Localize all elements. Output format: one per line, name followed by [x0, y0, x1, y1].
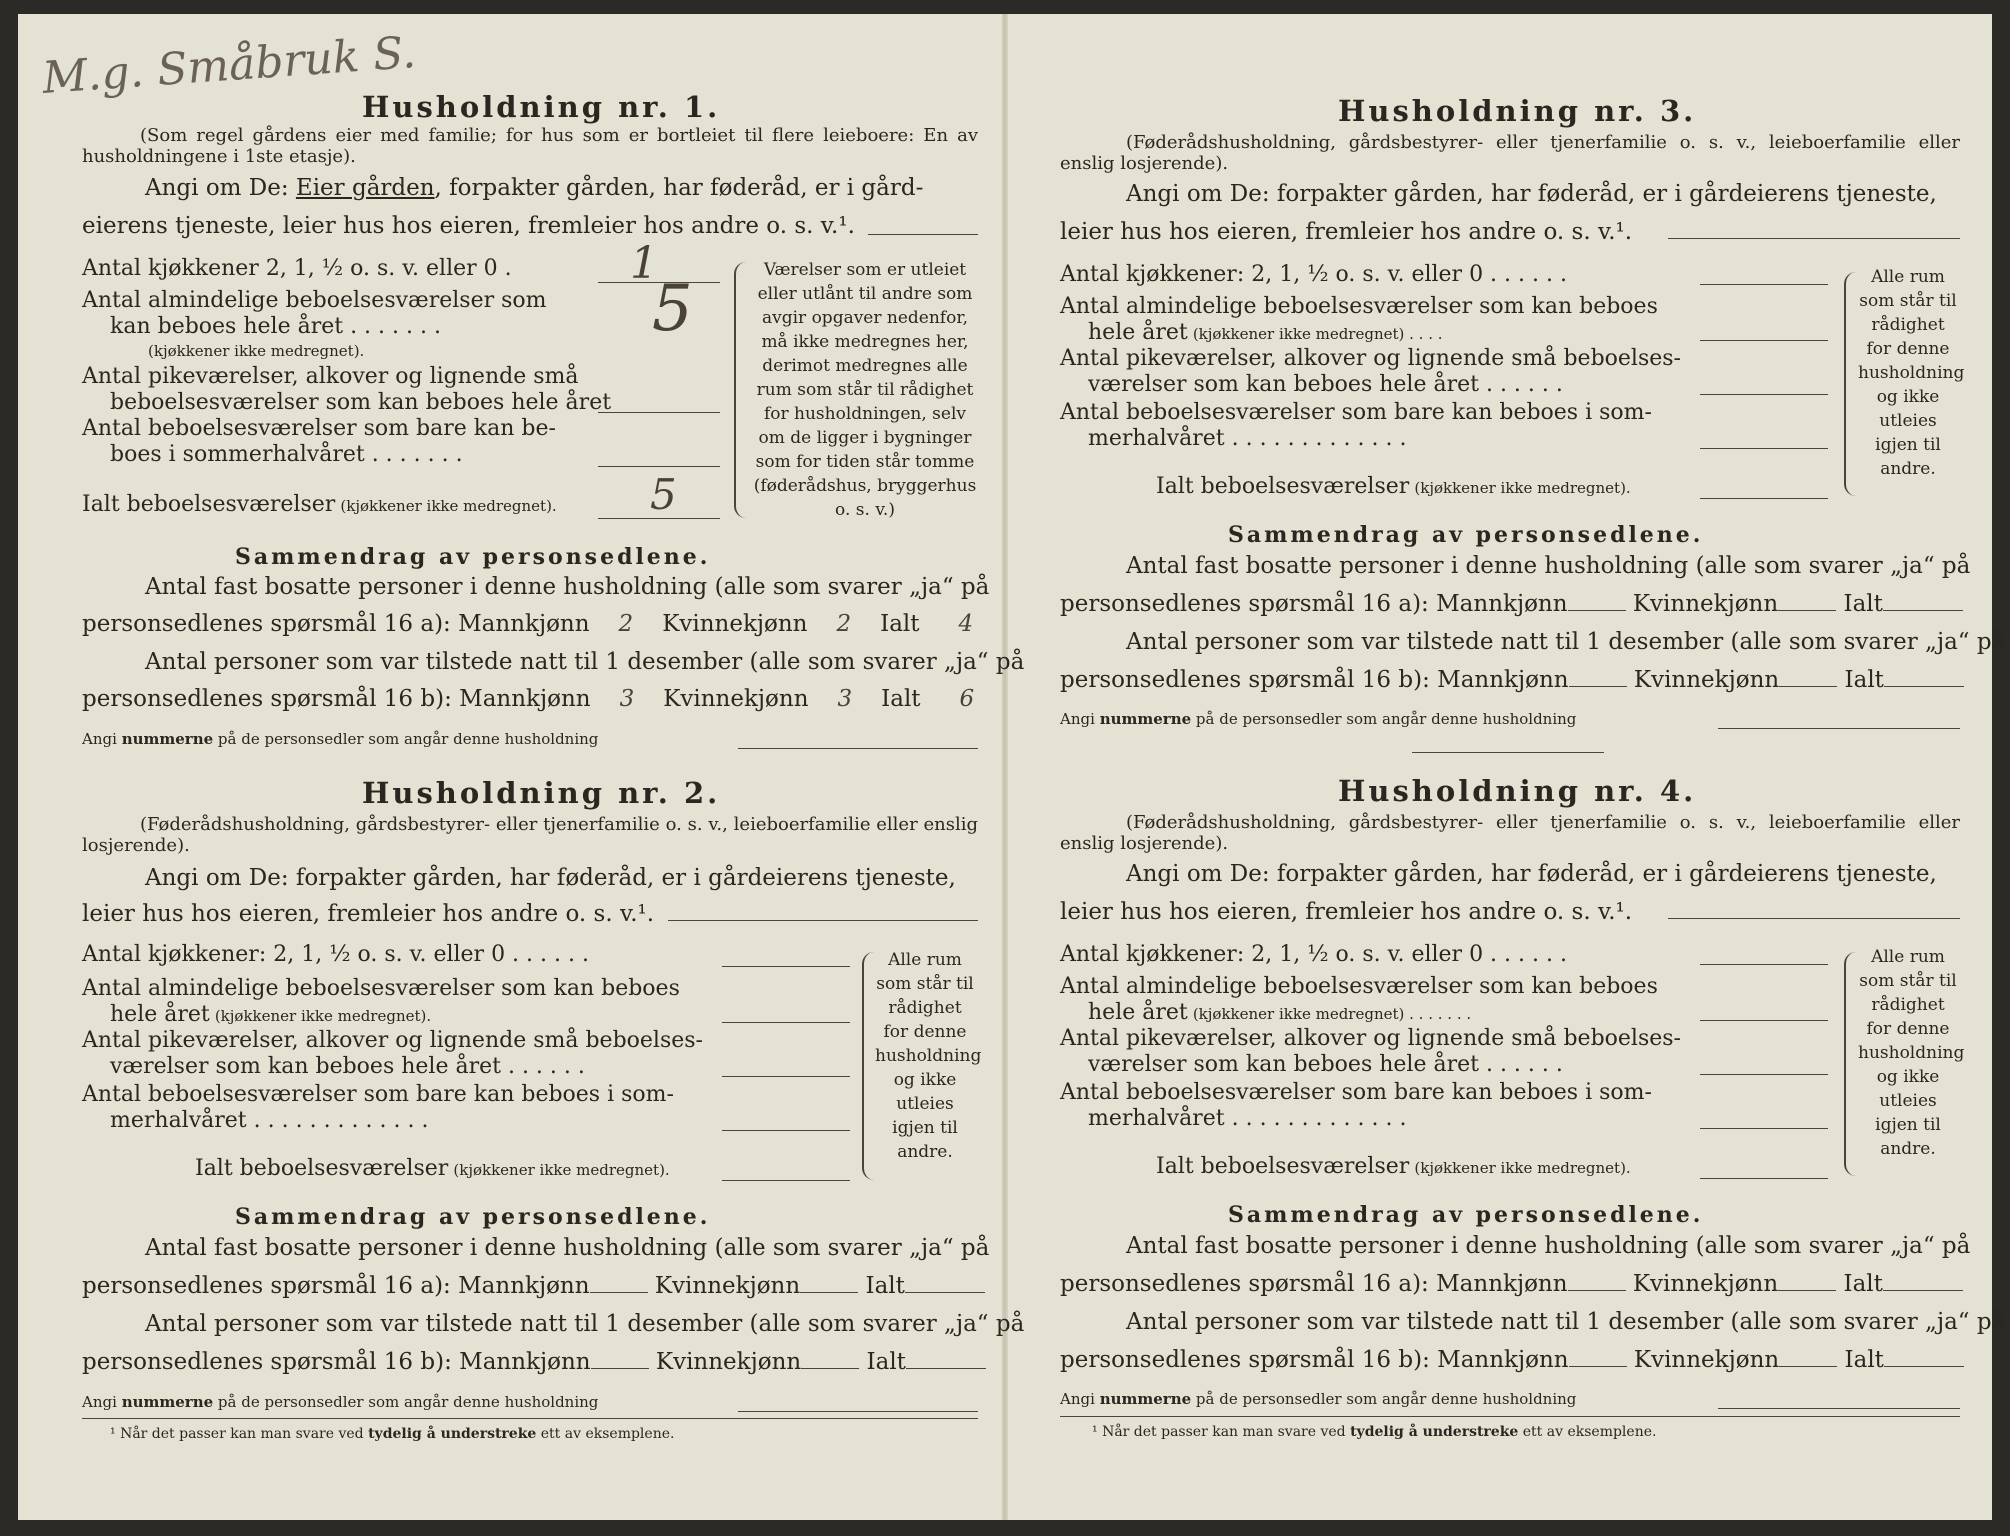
h2-summary-title: Sammendrag av personsedlene. — [235, 1204, 711, 1230]
household-1-note: (Som regel gårdens eier med familie; for hus som er bortleiet til flere leieboere: En av husholdningene i 1ste etasje). — [82, 125, 978, 167]
h1-angi-numbers: Angi nummerne på de personsedler som angår denne husholdning — [82, 730, 599, 748]
h1-rooms-label-b: kan beboes hele året . . . . . . . — [110, 314, 441, 339]
h1-small-rooms-label-a: Antal pikeværelser, alkover og lignende små — [82, 364, 579, 389]
h3-small-rooms-label-a: Antal pikeværelser, alkover og lignende små beboelses- — [1060, 346, 1681, 371]
h1-total-value: 5 — [650, 470, 677, 519]
h2-summer-label-b: merhalvåret . . . . . . . . . . . . . — [110, 1108, 429, 1133]
h4-rooms-label-a: Antal almindelige beboelsesværelser som kan beboes — [1060, 974, 1658, 999]
h2-small-rooms-label-a: Antal pikeværelser, alkover og lignende små beboelses- — [82, 1028, 703, 1053]
h3-total-row: Ialt beboelsesværelser (kjøkkener ikke medregnet). — [1156, 474, 1631, 499]
household-3-note: (Føderådshusholdning, gårdsbestyrer- eller tjenerfamilie o. s. v., leieboerfamilie eller enslig losjerende). — [1060, 132, 1960, 174]
h1-summary-b-line2: personsedlenes spørsmål 16 b): Mannkjønn 3 Kvinnekjønn 3 Ialt 6 — [82, 683, 1006, 715]
h3-summer-label-a: Antal beboelsesværelser som bare kan beboes i som- — [1060, 400, 1652, 425]
household-3-angi-line2: leier hus hos eieren, fremleier hos andre o. s. v.¹. — [1060, 219, 1633, 245]
h1-total-label: Ialt beboelsesværelser — [82, 492, 336, 517]
h4-small-rooms-label-b: værelser som kan beboes hele året . . . . . . — [1088, 1052, 1563, 1077]
household-4-title: Husholdning nr. 4. — [1338, 774, 1697, 808]
h1-total-note: (kjøkkener ikke medregnet). — [340, 497, 557, 515]
h1-kitchens-value: 1 — [630, 238, 658, 289]
h3-summer-label-b: merhalvåret . . . . . . . . . . . . . — [1088, 426, 1407, 451]
h4-small-rooms-label-a: Antal pikeværelser, alkover og lignende små beboelses- — [1060, 1026, 1681, 1051]
h4-summary-a-line1: Antal fast bosatte personer i denne husholdning (alle som svarer „ja“ på — [1126, 1233, 1971, 1259]
h2-side-note: Alle rum som står til rådighet for denne husholdning og ikke utleies igjen til andre. — [875, 950, 982, 1162]
h1-a-male: 2 — [618, 611, 634, 637]
h3-summary-a-line2: personsedlenes spørsmål 16 a): Mannkjønn Kvinnekjønn Ialt — [1060, 588, 1963, 620]
h4-rooms-label-b: hele året (kjøkkener ikke medregnet) . . . . . . . — [1088, 1000, 1472, 1025]
h1-rooms-label-a: Antal almindelige beboelsesværelser som — [82, 288, 547, 313]
household-3-title: Husholdning nr. 3. — [1338, 94, 1697, 128]
h3-summary-b-line1: Antal personer som var tilstede natt til 1 desember (alle som svarer „ja“ på — [1126, 629, 2006, 655]
household-1-title: Husholdning nr. 1. — [362, 90, 721, 124]
h2-summary-a-line2: personsedlenes spørsmål 16 a): Mannkjønn Kvinnekjønn Ialt — [82, 1270, 985, 1302]
angi-label: Angi om De: — [145, 175, 289, 201]
household-1-angi-line1 — [145, 172, 923, 204]
left-footnote: ¹ Når det passer kan man svare ved tydelig å understreke ett av eksemplene. — [110, 1426, 675, 1442]
household-4-angi-line1: Angi om De: forpakter gården, har føderåd, er i gårdeierens tjeneste, — [1126, 861, 1937, 887]
household-2-title: Husholdning nr. 2. — [362, 776, 721, 810]
h3-kitchens-label: Antal kjøkkener: 2, 1, ½ o. s. v. eller 0 . . . . . . — [1060, 262, 1567, 287]
handwritten-corner-note: M.g. Småbruk S. — [40, 27, 418, 104]
answer-eier-garden: Eier gården — [295, 175, 435, 201]
h1-rooms-value: 5 — [652, 272, 693, 346]
h3-angi-numbers: Angi nummerne på de personsedler som angår denne husholdning — [1060, 710, 1577, 728]
h4-summary-title: Sammendrag av personsedlene. — [1228, 1202, 1704, 1228]
h2-summary-a-line1: Antal fast bosatte personer i denne husholdning (alle som svarer „ja“ på — [145, 1235, 990, 1261]
h2-angi-numbers: Angi nummerne på de personsedler som angår denne husholdning — [82, 1393, 599, 1411]
angi-rest: , forpakter gården, har føderåd, er i gård- — [434, 175, 924, 201]
h4-kitchens-label: Antal kjøkkener: 2, 1, ½ o. s. v. eller 0 . . . . . . — [1060, 942, 1567, 967]
h3-small-rooms-label-b: værelser som kan beboes hele året . . . . . . — [1088, 372, 1563, 397]
household-1-angi-line2: eierens tjeneste, leier hus hos eieren, fremleier hos andre o. s. v.¹. — [82, 213, 855, 239]
h2-rooms-label-a: Antal almindelige beboelsesværelser som kan beboes — [82, 976, 680, 1001]
h4-summer-label-b: merhalvåret . . . . . . . . . . . . . — [1088, 1106, 1407, 1131]
h1-rooms-note: (kjøkkener ikke medregnet). — [148, 342, 365, 360]
h1-b-female: 3 — [837, 686, 853, 712]
h1-side-note: Værelser som er utleiet eller utlånt til andre som avgir opgaver nedenfor, må ikke medregnes her, derimot medregnes alle rum som står til rådighet for husholdningen, selv om de ligger i bygninger som for tiden står tomme (føderådshus, bryggerhus o. s. v.) — [753, 260, 977, 520]
household-3-angi-line1: Angi om De: forpakter gården, har føderåd, er i gårdeierens tjeneste, — [1126, 181, 1937, 207]
h1-summary-b-line1: Antal personer som var tilstede natt til 1 desember (alle som svarer „ja“ på — [145, 649, 1025, 675]
h3-summary-a-line1: Antal fast bosatte personer i denne husholdning (alle som svarer „ja“ på — [1126, 553, 1971, 579]
h4-angi-numbers: Angi nummerne på de personsedler som angår denne husholdning — [1060, 1390, 1577, 1408]
h4-summary-b-line2: personsedlenes spørsmål 16 b): Mannkjønn Kvinnekjønn Ialt — [1060, 1344, 1964, 1376]
h3-summary-title: Sammendrag av personsedlene. — [1228, 522, 1704, 548]
h2-summary-b-line2: personsedlenes spørsmål 16 b): Mannkjønn Kvinnekjønn Ialt — [82, 1346, 986, 1378]
h2-rooms-label-b: hele året (kjøkkener ikke medregnet). — [110, 1002, 432, 1027]
h4-summer-label-a: Antal beboelsesværelser som bare kan beboes i som- — [1060, 1080, 1652, 1105]
h4-summary-b-line1: Antal personer som var tilstede natt til 1 desember (alle som svarer „ja“ på — [1126, 1309, 2006, 1335]
household-2-angi-line1: Angi om De: forpakter gården, har føderåd, er i gårdeierens tjeneste, — [145, 865, 956, 891]
h1-summary-title: Sammendrag av personsedlene. — [235, 544, 711, 570]
h1-small-rooms-label-b: beboelsesværelser som kan beboes hele året — [110, 390, 612, 415]
h3-rooms-label-a: Antal almindelige beboelsesværelser som kan beboes — [1060, 294, 1658, 319]
household-2-note: (Føderådshusholdning, gårdsbestyrer- eller tjenerfamilie o. s. v., leieboerfamilie eller enslig losjerende). — [82, 814, 978, 856]
h2-summary-b-line1: Antal personer som var tilstede natt til 1 desember (alle som svarer „ja“ på — [145, 1311, 1025, 1337]
h1-summer-label-a: Antal beboelsesværelser som bare kan be- — [82, 416, 556, 441]
h3-side-note: Alle rum som står til rådighet for denne husholdning og ikke utleies igjen til andre. — [1858, 267, 1965, 479]
h2-total-row: Ialt beboelsesværelser (kjøkkener ikke medregnet). — [195, 1156, 670, 1181]
h4-total-row: Ialt beboelsesværelser (kjøkkener ikke medregnet). — [1156, 1154, 1631, 1179]
h1-a-female: 2 — [836, 611, 852, 637]
h3-rooms-label-b: hele året (kjøkkener ikke medregnet) . . . . — [1088, 320, 1443, 345]
right-footnote: ¹ Når det passer kan man svare ved tydelig å understreke ett av eksemplene. — [1092, 1424, 1657, 1440]
h2-kitchens-label: Antal kjøkkener: 2, 1, ½ o. s. v. eller 0 . . . . . . — [82, 942, 589, 967]
h2-summer-label-a: Antal beboelsesværelser som bare kan beboes i som- — [82, 1082, 674, 1107]
h2-small-rooms-label-b: værelser som kan beboes hele året . . . . . . — [110, 1054, 585, 1079]
h4-side-note: Alle rum som står til rådighet for denne husholdning og ikke utleies igjen til andre. — [1858, 947, 1965, 1159]
h4-summary-a-line2: personsedlenes spørsmål 16 a): Mannkjønn Kvinnekjønn Ialt — [1060, 1268, 1963, 1300]
h1-summary-a-line2: personsedlenes spørsmål 16 a): Mannkjønn 2 Kvinnekjønn 2 Ialt 4 — [82, 608, 1005, 640]
h1-summer-label-b: boes i sommerhalvåret . . . . . . . — [110, 442, 463, 467]
h1-kitchens-label: Antal kjøkkener 2, 1, ½ o. s. v. eller 0 . — [82, 256, 512, 281]
h1-b-male: 3 — [619, 686, 635, 712]
h1-summary-a-line1: Antal fast bosatte personer i denne husholdning (alle som svarer „ja“ på — [145, 574, 990, 600]
household-4-angi-line2: leier hus hos eieren, fremleier hos andre o. s. v.¹. — [1060, 899, 1633, 925]
household-4-note: (Føderådshusholdning, gårdsbestyrer- eller tjenerfamilie o. s. v., leieboerfamilie eller enslig losjerende). — [1060, 812, 1960, 854]
h1-b-total: 6 — [959, 686, 975, 712]
h1-total-row — [82, 492, 557, 518]
h1-a-total: 4 — [958, 611, 974, 637]
household-2-angi-line2: leier hus hos eieren, fremleier hos andre o. s. v.¹. — [82, 901, 655, 927]
h3-summary-b-line2: personsedlenes spørsmål 16 b): Mannkjønn Kvinnekjønn Ialt — [1060, 664, 1964, 696]
page-fold — [1002, 14, 1008, 1520]
